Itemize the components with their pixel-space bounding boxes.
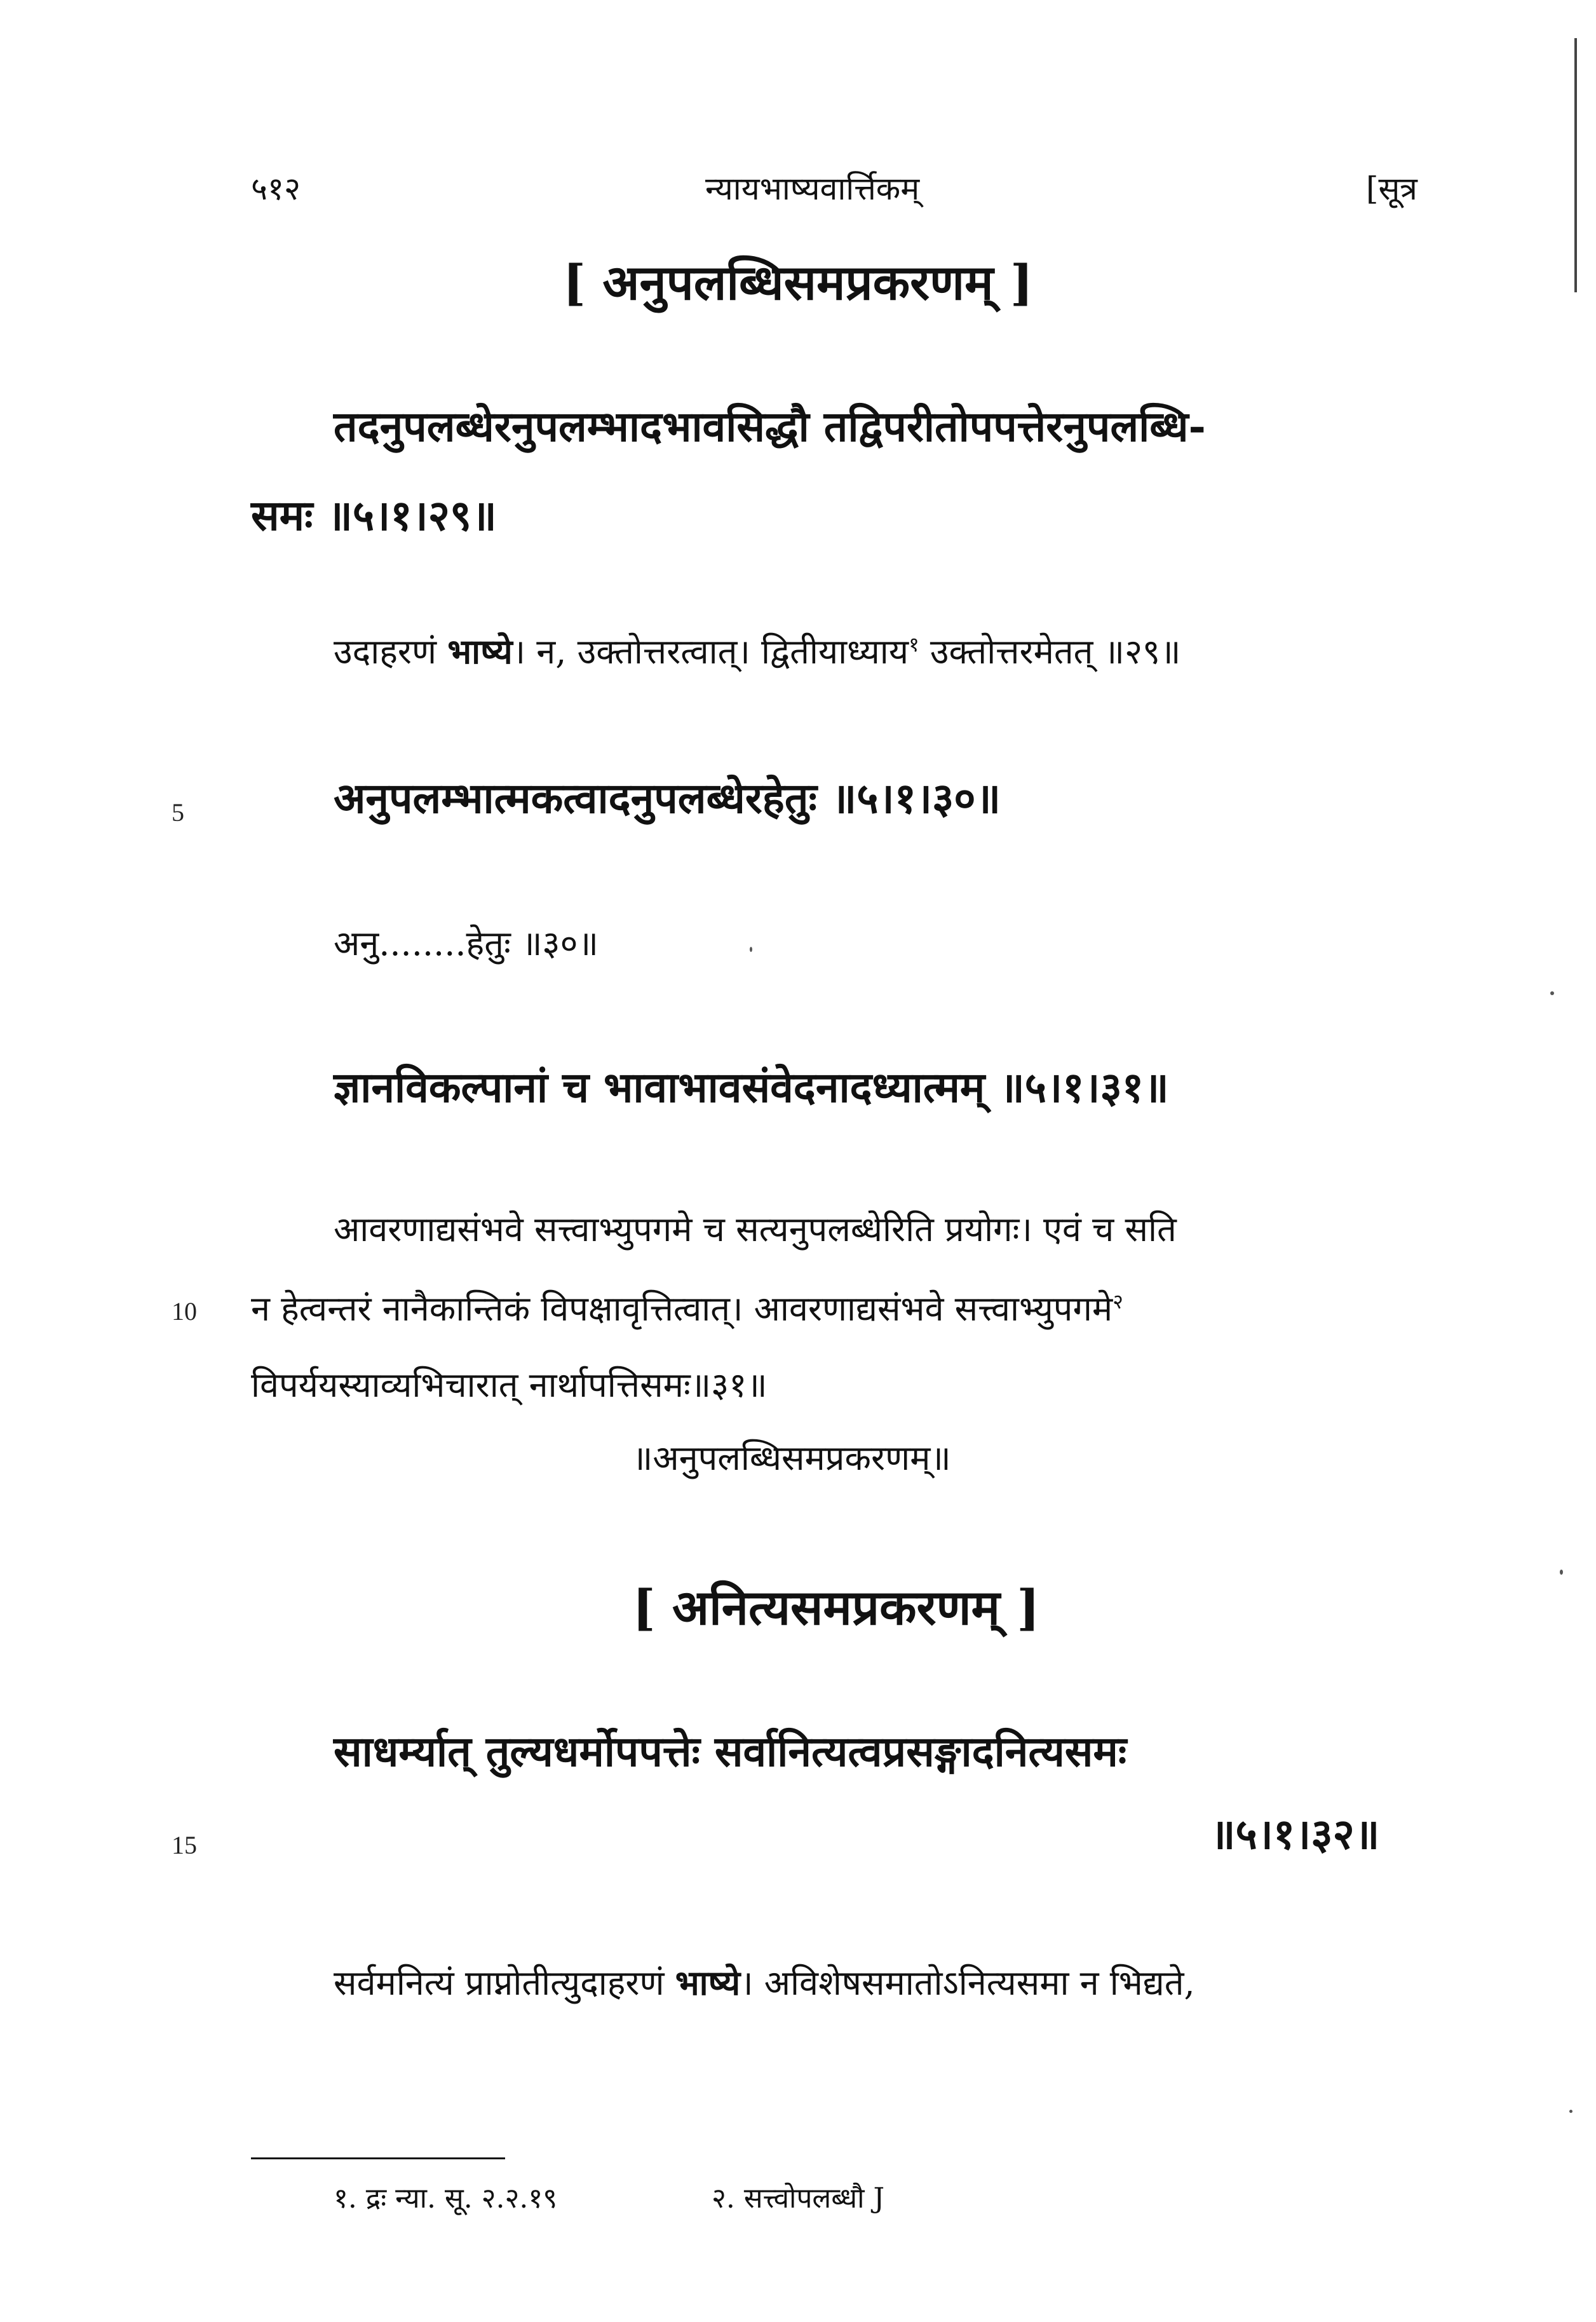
- commentary-text: सर्वमनित्यं प्राप्नोतीत्युदाहरणं: [334, 1963, 675, 2003]
- scan-edge-mark: [1574, 38, 1577, 292]
- commentary-text: उदाहरणं: [334, 632, 448, 672]
- commentary-31-line-2: [251, 1284, 1123, 1334]
- footnote-ref-2: २: [1112, 1289, 1123, 1314]
- commentary-31-line-3: विपर्ययस्याव्यभिचारात् नार्थापत्तिसमः॥३१॥: [251, 1365, 768, 1405]
- section-heading-anupalabdhisama: [ अनुपलब्धिसमप्रकरणम् ]: [563, 254, 1033, 311]
- bhashye-term: भाष्ये: [447, 631, 513, 672]
- sutra-31: ज्ञानविकल्पानां च भावाभावसंवेदनादध्यात्मम् ॥५।१।३१॥: [334, 1063, 1169, 1112]
- sutra-32-line-2: ॥५।१।३२॥: [1210, 1809, 1380, 1859]
- footnote-2: २. सत्त्वोपलब्धौ J: [712, 2182, 885, 2215]
- line-number-10: 10: [172, 1297, 197, 1326]
- scan-speck: [1569, 2110, 1572, 2113]
- footnote-rule: [251, 2157, 505, 2159]
- section-heading-anityasama: [ अनित्यसमप्रकरणम् ]: [632, 1579, 1040, 1636]
- footnote-ref-1: १: [909, 632, 919, 656]
- commentary-text: । अविशेषसमातोऽनित्यसमा न भिद्यते,: [740, 1963, 1195, 2003]
- line-number-15: 15: [172, 1831, 197, 1859]
- scan-speck: [1550, 991, 1554, 995]
- commentary-text: न हेत्वन्तरं नानैकान्तिकं विपक्षावृत्तित्वात्। आवरणाद्यसंभवे सत्त्वाभ्युपगमे: [251, 1289, 1113, 1329]
- bhashye-term: भाष्ये: [675, 1962, 741, 2003]
- sutra-29-line-2: समः ॥५।१।२९॥: [251, 491, 497, 540]
- running-section: [सूत्र: [1366, 170, 1417, 207]
- sutra-29-line-1: तदनुपलब्धेरनुपलम्भादभावसिद्धौ तद्विपरीतोपपत्तेरनुपलब्धि-: [334, 402, 1206, 451]
- commentary-text: उक्तोत्तरमेतत् ॥२९॥: [919, 632, 1181, 672]
- section-closing-anupalabdhisama: ॥अनुपलब्धिसमप्रकरणम्॥: [632, 1438, 951, 1478]
- commentary-29: [334, 626, 1180, 677]
- commentary-31-line-1: आवरणाद्यसंभवे सत्त्वाभ्युपगमे च सत्यनुपलब्धेरिति प्रयोगः। एवं च सति: [334, 1209, 1177, 1249]
- commentary-32: [334, 1957, 1195, 2009]
- commentary-text: । न, उक्तोत्तरत्वात्। द्वितीयाध्याय: [512, 632, 909, 672]
- page-number: ५१२: [251, 170, 301, 207]
- line-number-5: 5: [172, 798, 184, 827]
- commentary-30: अनु........हेतुः ॥३०॥: [334, 923, 598, 963]
- scan-speck: [1560, 1570, 1563, 1575]
- running-title: न्यायभाष्यवार्त्तिकम्: [705, 170, 920, 207]
- sutra-30: अनुपलम्भात्मकत्वादनुपलब्धेरहेतुः ॥५।१।३०॥: [334, 773, 1001, 823]
- scan-speck: [750, 947, 752, 952]
- sutra-32-line-1: साधर्म्यात् तुल्यधर्मोपपत्तेः सर्वानित्यत्वप्रसङ्गादनित्यसमः: [334, 1727, 1127, 1776]
- footnote-1: १. द्रः न्या. सू. २.२.१९: [334, 2182, 558, 2215]
